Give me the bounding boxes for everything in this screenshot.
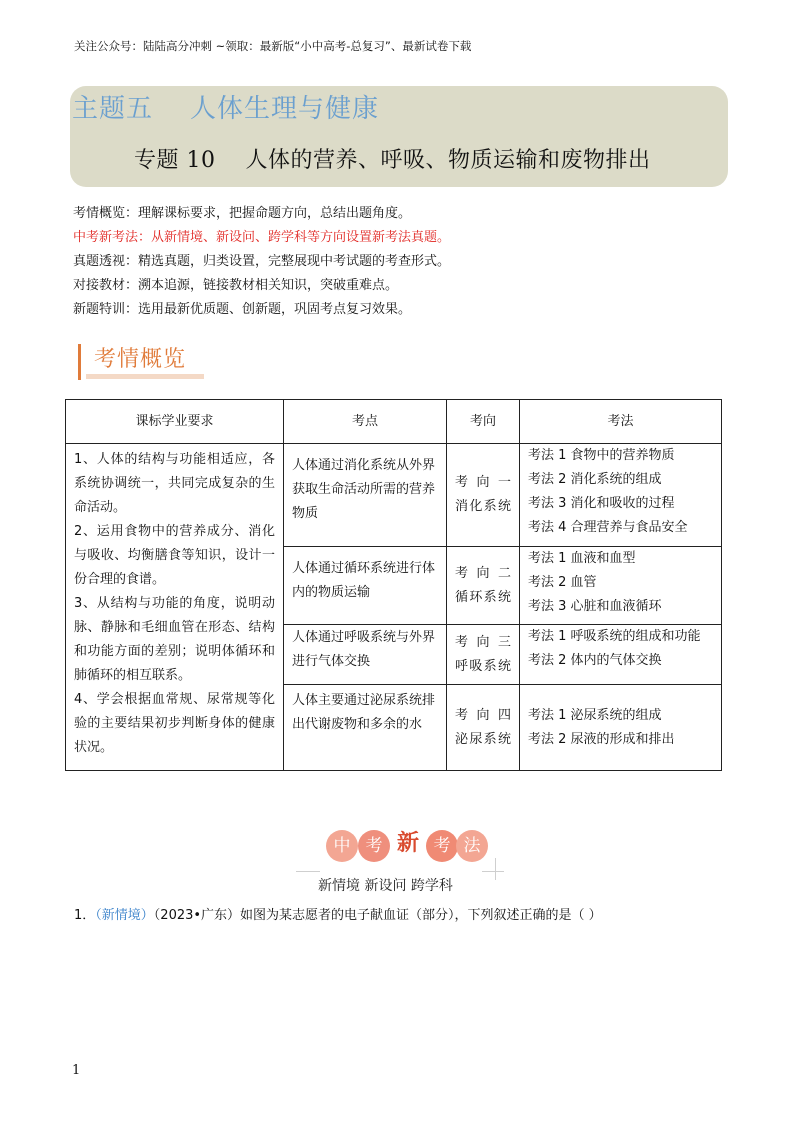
method-item: 考法 2 尿液的形成和排出: [528, 731, 675, 747]
direction-system: 呼吸系统: [455, 658, 511, 674]
requirements-cell: [66, 444, 284, 771]
method-item: 考法 4 合理营养与食品安全: [528, 520, 688, 535]
logo-tagline: 新情境 新设问 跨学科: [318, 878, 453, 894]
header-requirements: 课标学业要求: [66, 400, 284, 444]
question-number: 1．: [74, 908, 96, 923]
method-item: 考法 2 血管: [528, 575, 597, 590]
direction-label: 考 向 二: [455, 565, 511, 581]
direction-cell: [447, 685, 520, 771]
method-cell: [520, 625, 722, 685]
point-cell: 人体通过消化系统从外界获取生命活动所需的营养物质: [284, 444, 447, 547]
intro-line: 考情概览：理解课标要求，把握命题方向，总结出题角度。: [73, 206, 412, 221]
method-item: 考法 2 消化系统的组成: [528, 472, 662, 487]
topic-title: 专题 10 人体的营养、呼吸、物质运输和废物排出: [134, 148, 651, 173]
point-cell: 人体主要通过泌尿系统排出代谢废物和多余的水: [284, 685, 447, 771]
method-item: 考法 1 食物中的营养物质: [528, 448, 675, 463]
logo-char: 新: [396, 831, 419, 856]
logo-char: 法: [456, 830, 488, 862]
direction-cell: [447, 625, 520, 685]
logo-char: 中: [326, 830, 358, 862]
method-item: 考法 3 消化和吸收的过程: [528, 496, 675, 511]
method-cell: [520, 685, 722, 771]
method-cell: [520, 444, 722, 547]
direction-system: 消化系统: [455, 499, 511, 514]
method-item: 考法 1 泌尿系统的组成: [528, 707, 662, 723]
direction-cell: [447, 444, 520, 547]
section-underline: [86, 374, 204, 379]
new-method-logo: [322, 828, 482, 868]
method-cell: [520, 547, 722, 625]
method-item: 考法 2 体内的气体交换: [528, 653, 662, 668]
table-header-row: [66, 400, 722, 444]
logo-char: 考: [358, 830, 390, 862]
direction-system: 泌尿系统: [455, 731, 511, 747]
point-cell: 人体通过呼吸系统与外界进行气体交换: [284, 625, 447, 685]
logo-tick: [495, 858, 496, 880]
method-item: 考法 1 呼吸系统的组成和功能: [528, 629, 701, 644]
intro-list: [73, 202, 450, 322]
direction-label: 考 向 四: [455, 707, 511, 723]
section-title: 考情概览: [94, 347, 187, 372]
header-point: 考点: [284, 400, 447, 444]
question-tag: （新情境）: [95, 908, 154, 923]
point-cell: 人体通过循环系统进行体内的物质运输: [284, 547, 447, 625]
intro-line: 对接教材：溯本追源，链接教材相关知识，突破重难点。: [73, 278, 399, 293]
question-1: [74, 904, 602, 923]
direction-cell: [447, 547, 520, 625]
intro-line: 新题特训：选用最新优质题、创新题，巩固考点复习效果。: [73, 302, 412, 317]
direction-label: 考 向 三: [455, 634, 511, 650]
intro-line-highlight: 中考新考法：从新情境、新设问、跨学科等方向设置新考法真题。: [73, 230, 451, 245]
theme-title: 主题五 人体生理与健康: [72, 94, 380, 124]
direction-label: 考 向 一: [455, 475, 511, 490]
question-text: （2023•广东）如图为某志愿者的电子献血证（部分），下列叙述正确的是（ ）: [153, 908, 602, 923]
page-number: 1: [72, 1063, 81, 1078]
header-direction: 考向: [447, 400, 520, 444]
logo-rule-left: [296, 871, 320, 872]
header-note: 关注公众号：陆陆高分冲刺 ~领取：最新版“小中高考-总复习”、最新试卷下载: [74, 39, 472, 53]
section-heading: [78, 340, 218, 384]
overview-table: [65, 399, 722, 771]
logo-rule-right: [482, 871, 504, 872]
header-method: 考法: [520, 400, 722, 444]
direction-system: 循环系统: [455, 589, 511, 605]
method-item: 考法 3 心脏和血液循环: [528, 599, 662, 614]
logo-char: 考: [426, 830, 458, 862]
table-row: [66, 444, 722, 547]
section-bar: [78, 344, 81, 380]
intro-line: 真题透视：精选真题，归类设置，完整展现中考试题的考查形式。: [73, 254, 451, 269]
requirements-text: 1、人体的结构与功能相适应，各系统协调统一，共同完成复杂的生命活动。 2、运用食物中的营养成分、消化与吸收、均衡膳食等知识，设计一份合理的食谱。 3、从结构与功能的角度，说明动脉、静脉和毛细血管在形态、结构和功能方面的差别；说明体循环和肺循环的相互联系。 4、学会根据血常规、尿常规等化验的主要结果初步判断身体的健康状况。: [74, 452, 275, 755]
method-item: 考法 1 血液和血型: [528, 551, 636, 566]
